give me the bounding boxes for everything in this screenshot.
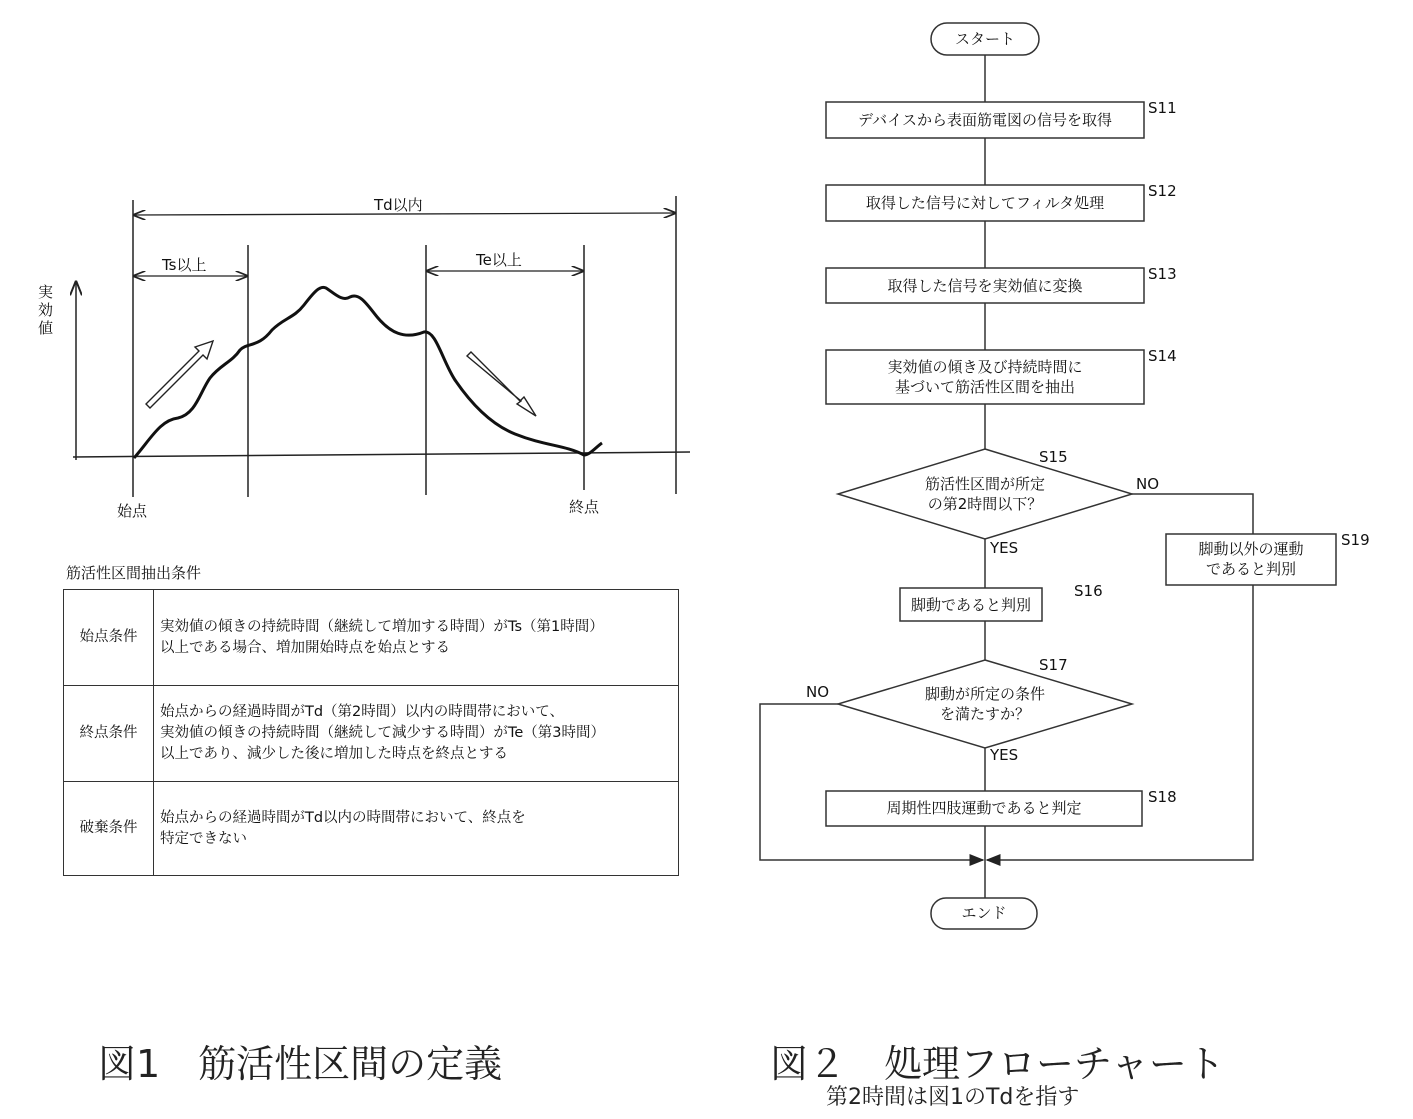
- row-header: 終点条件: [64, 686, 154, 782]
- row-header: 始点条件: [64, 590, 154, 686]
- step-s19-text: 脚動以外の運動 であると判別: [1198, 540, 1304, 578]
- end-label: エンド: [961, 904, 1007, 922]
- step-s14-id: S14: [1148, 347, 1177, 365]
- step-s12-id: S12: [1148, 182, 1177, 200]
- step-s17-id: S17: [1039, 656, 1068, 674]
- step-s12-text: 取得した信号に対してフィルタ処理: [865, 194, 1105, 212]
- step-s19-id: S19: [1341, 531, 1370, 549]
- step-s11-text: デバイスから表面筋電図の信号を取得: [858, 111, 1112, 129]
- figure1-caption: 図1 筋活性区間の定義: [98, 1042, 503, 1086]
- row-body: 始点からの経過時間がTd（第2時間）以内の時間帯において、 実効値の傾きの持続時間（継続して減少する時間）がTe（第3時間） 以上であり、減少した後に増加した時点を終点とする: [154, 686, 679, 782]
- decision-s17-text: 脚動が所定の条件 を満たすか？: [924, 685, 1045, 723]
- y-axis-label: 実効値: [38, 283, 54, 337]
- branch-s15-no: NO: [1136, 475, 1160, 493]
- te-label: Te以上: [476, 251, 522, 269]
- step-s16-id: S16: [1074, 582, 1103, 600]
- step-s18-id: S18: [1148, 788, 1177, 806]
- start-label: スタート: [954, 30, 1015, 48]
- start-point-label: 始点: [117, 502, 148, 520]
- ts-label: Ts以上: [162, 256, 207, 274]
- decision-s15-text: 筋活性区間が所定 の第2時間以下？: [924, 475, 1045, 513]
- end-point-label: 終点: [569, 498, 600, 516]
- step-s15-id: S15: [1039, 448, 1068, 466]
- branch-s17-yes: YES: [990, 746, 1019, 764]
- row-header: 破棄条件: [64, 782, 154, 876]
- flow-line-s15-no: [1132, 494, 1253, 534]
- step-s11-id: S11: [1148, 99, 1177, 117]
- step-s18-text: 周期性四肢運動であると判定: [886, 799, 1082, 817]
- td-label: Td以内: [374, 196, 423, 214]
- branch-s15-yes: YES: [990, 539, 1019, 557]
- figure2-note: 第2時間は図1のTdを指す: [826, 1085, 1080, 1110]
- step-s16-text: 脚動であると判別: [910, 596, 1031, 614]
- step-s13-id: S13: [1148, 265, 1177, 283]
- step-s13-text: 取得した信号を実効値に変換: [887, 277, 1083, 295]
- row-body: 始点からの経過時間がTd以内の時間帯において、終点を 特定できない: [154, 782, 679, 876]
- table-title: 筋活性区間抽出条件: [66, 564, 202, 582]
- step-s14-text: 実効値の傾き及び持続時間に 基づいて筋活性区間を抽出: [887, 358, 1083, 396]
- row-body: 実効値の傾きの持続時間（継続して増加する時間）がTs（第1時間） 以上である場合、増加開始時点を始点とする: [154, 590, 679, 686]
- branch-s17-no: NO: [806, 683, 830, 701]
- figure2-caption: 図２ 処理フローチャート: [770, 1042, 1225, 1086]
